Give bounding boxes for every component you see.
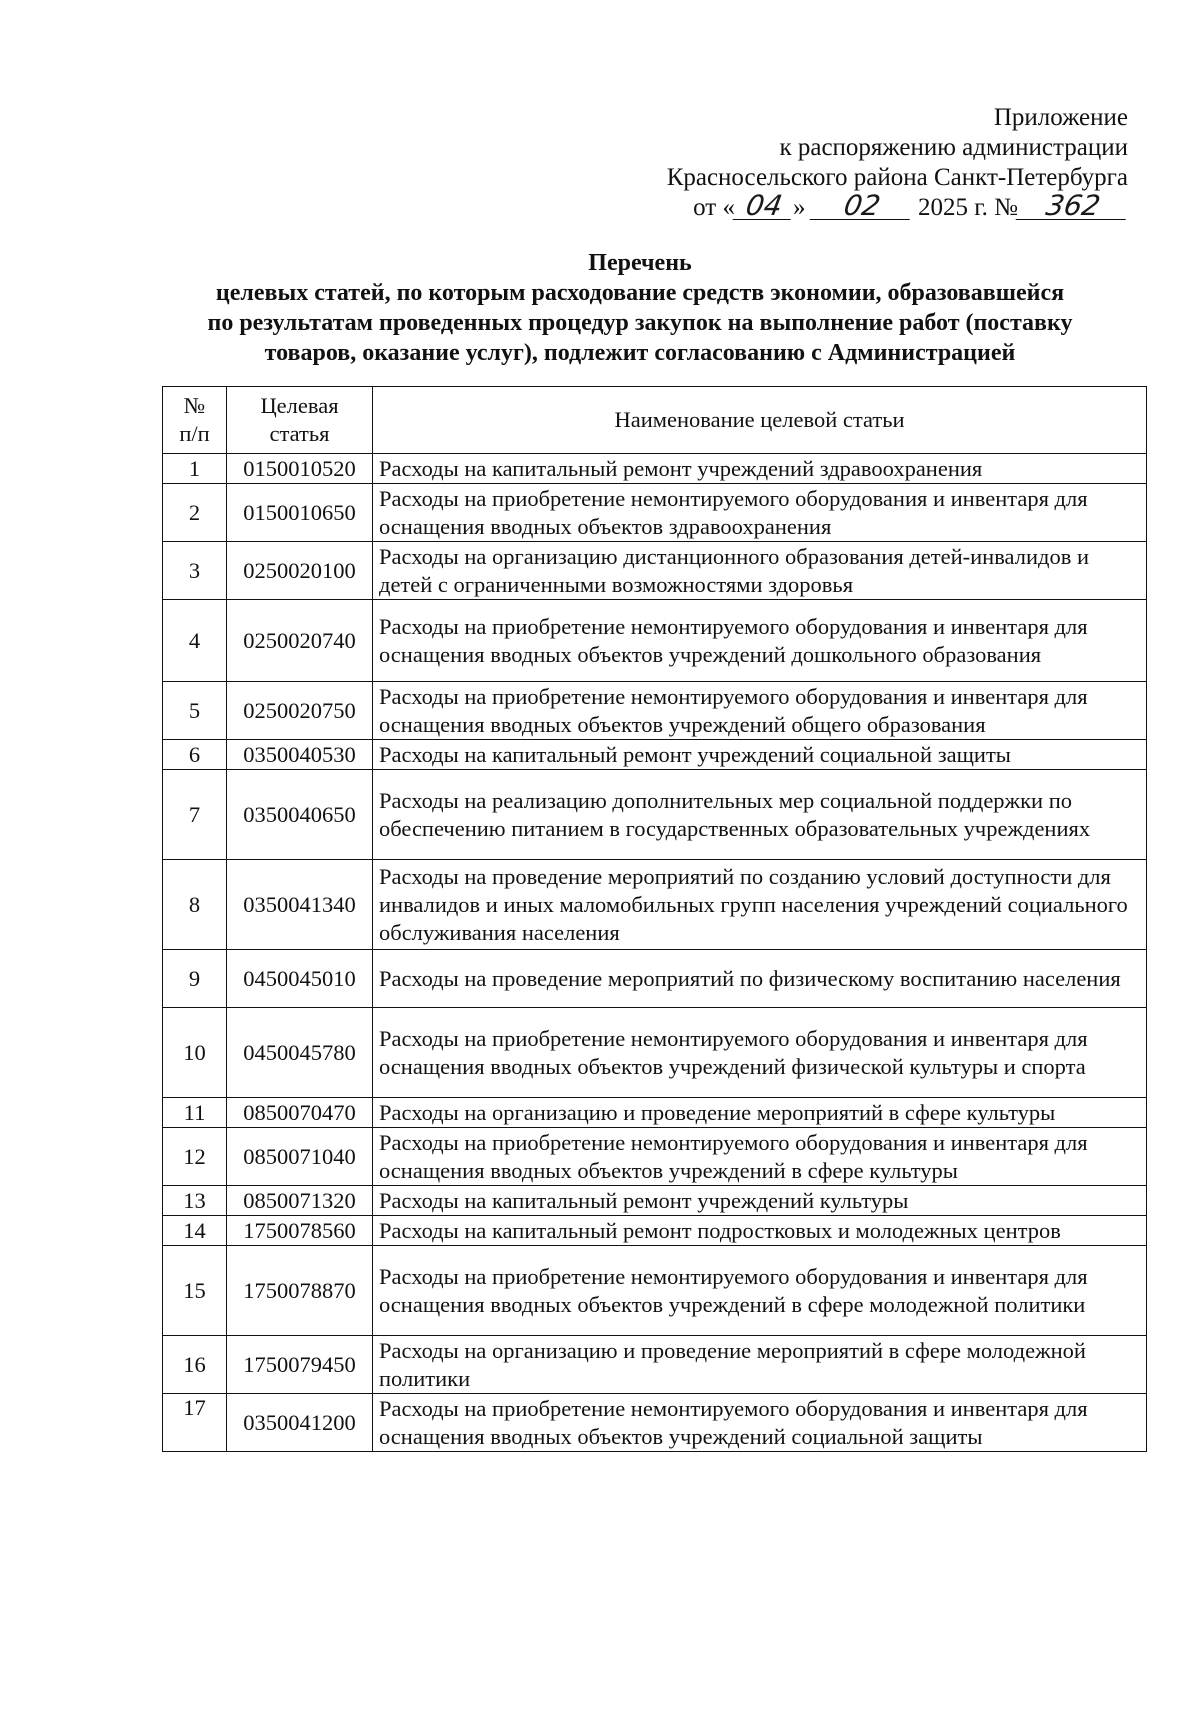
table-row bbox=[163, 600, 1147, 682]
appendix-district: Красносельского района Санкт-Петербурга bbox=[666, 164, 1128, 191]
row-code: 0850070470 bbox=[227, 1098, 373, 1128]
row-name: Расходы на организацию и проведение мероприятий в сфере молодежной политики bbox=[373, 1336, 1147, 1394]
row-code: 0350041340 bbox=[227, 860, 373, 950]
row-name: Расходы на проведение мероприятий по созданию условий доступности для инвалидов и иных маломобильных групп населения учреждений социального обслуживания населения bbox=[373, 860, 1147, 950]
doc-number-handwritten: 362 bbox=[1016, 193, 1131, 220]
row-name: Расходы на проведение мероприятий по физическому воспитанию населения bbox=[373, 950, 1147, 1008]
heading-line-4: товаров, оказание услуг), подлежит согласованию с Администрацией bbox=[264, 340, 1016, 366]
row-number: 9 bbox=[163, 950, 227, 1008]
table-row bbox=[163, 1246, 1147, 1336]
header-code-line1: Целевая bbox=[260, 393, 339, 418]
table-row bbox=[163, 1394, 1147, 1452]
date-prefix: от « bbox=[693, 194, 735, 221]
row-number: 5 bbox=[163, 682, 227, 740]
appendix-date-line bbox=[667, 189, 1128, 223]
row-name: Расходы на приобретение немонтируемого оборудования и инвентаря для оснащения вводных объектов учреждений дошкольного образования bbox=[373, 600, 1147, 682]
table-row bbox=[163, 1336, 1147, 1394]
row-code: 0250020750 bbox=[227, 682, 373, 740]
row-code: 0850071320 bbox=[227, 1186, 373, 1216]
date-year-text: 2025 г. № bbox=[917, 194, 1018, 221]
row-number: 6 bbox=[163, 740, 227, 770]
row-name: Расходы на капитальный ремонт подростковых и молодежных центров bbox=[373, 1216, 1147, 1246]
table-row bbox=[163, 542, 1147, 600]
row-code: 1750078560 bbox=[227, 1216, 373, 1246]
date-month-handwritten: 02 bbox=[809, 193, 914, 220]
row-number: 13 bbox=[163, 1186, 227, 1216]
appendix-order-ref: к распоряжению администрации bbox=[779, 134, 1128, 161]
table-row bbox=[163, 1128, 1147, 1186]
row-code: 0250020740 bbox=[227, 600, 373, 682]
row-name: Расходы на капитальный ремонт учреждений социальной защиты bbox=[373, 740, 1147, 770]
row-code: 0350040650 bbox=[227, 770, 373, 860]
row-code: 0450045780 bbox=[227, 1008, 373, 1098]
table-row bbox=[163, 860, 1147, 950]
row-number: 14 bbox=[163, 1216, 227, 1246]
row-number: 15 bbox=[163, 1246, 227, 1336]
row-number: 1 bbox=[163, 454, 227, 484]
table-row bbox=[163, 950, 1147, 1008]
row-number: 17 bbox=[163, 1394, 227, 1452]
header-num-line2: п/п bbox=[179, 421, 210, 446]
row-name: Расходы на организацию и проведение мероприятий в сфере культуры bbox=[373, 1098, 1147, 1128]
row-name: Расходы на приобретение немонтируемого оборудования и инвентаря для оснащения вводных объектов здравоохранения bbox=[373, 484, 1147, 542]
heading-line-3: по результатам проведенных процедур закупок на выполнение работ (поставку bbox=[207, 310, 1073, 336]
appendix-header bbox=[667, 103, 1128, 223]
row-name: Расходы на реализацию дополнительных мер социальной поддержки по обеспечению питанием в государственных образовательных учреждениях bbox=[373, 770, 1147, 860]
row-code: 0350041200 bbox=[227, 1394, 373, 1452]
row-code: 0350040530 bbox=[227, 740, 373, 770]
heading-title: Перечень bbox=[588, 250, 692, 276]
table-row bbox=[163, 1186, 1147, 1216]
row-code: 0450045010 bbox=[227, 950, 373, 1008]
row-code: 0250020100 bbox=[227, 542, 373, 600]
table-row bbox=[163, 1008, 1147, 1098]
row-name: Расходы на приобретение немонтируемого оборудования и инвентаря для оснащения вводных объектов учреждений физической культуры и спорта bbox=[373, 1008, 1147, 1098]
row-name: Расходы на организацию дистанционного образования детей-инвалидов и детей с ограниченными возможностями здоровья bbox=[373, 542, 1147, 600]
table-row bbox=[163, 682, 1147, 740]
heading-line-2: целевых статей, по которым расходование средств экономии, образовавшейся bbox=[215, 280, 1065, 306]
appendix-title: Приложение bbox=[993, 104, 1128, 131]
table-row bbox=[163, 740, 1147, 770]
document-heading bbox=[160, 248, 1120, 368]
row-name: Расходы на приобретение немонтируемого оборудования и инвентаря для оснащения вводных объектов учреждений в сфере молодежной политики bbox=[373, 1246, 1147, 1336]
row-number: 12 bbox=[163, 1128, 227, 1186]
row-number: 16 bbox=[163, 1336, 227, 1394]
header-code bbox=[227, 387, 373, 454]
row-name: Расходы на приобретение немонтируемого оборудования и инвентаря для оснащения вводных объектов учреждений социальной защиты bbox=[373, 1394, 1147, 1452]
row-number: 11 bbox=[163, 1098, 227, 1128]
table-row bbox=[163, 484, 1147, 542]
table-header-row bbox=[163, 387, 1147, 454]
table-row bbox=[163, 1216, 1147, 1246]
row-name: Расходы на капитальный ремонт учреждений культуры bbox=[373, 1186, 1147, 1216]
table-row bbox=[163, 454, 1147, 484]
header-code-line2: статья bbox=[269, 421, 330, 446]
row-name: Расходы на приобретение немонтируемого оборудования и инвентаря для оснащения вводных объектов учреждений в сфере культуры bbox=[373, 1128, 1147, 1186]
header-name: Наименование целевой статьи bbox=[373, 387, 1147, 454]
table-row bbox=[163, 1098, 1147, 1128]
row-number: 4 bbox=[163, 600, 227, 682]
row-code: 0850071040 bbox=[227, 1128, 373, 1186]
date-mid: » bbox=[792, 194, 806, 221]
header-num bbox=[163, 387, 227, 454]
header-num-line1: № bbox=[183, 393, 206, 418]
row-number: 8 bbox=[163, 860, 227, 950]
date-day-handwritten: 04 bbox=[733, 193, 796, 220]
row-code: 0150010650 bbox=[227, 484, 373, 542]
row-name: Расходы на капитальный ремонт учреждений здравоохранения bbox=[373, 454, 1147, 484]
row-code: 1750078870 bbox=[227, 1246, 373, 1336]
row-number: 10 bbox=[163, 1008, 227, 1098]
row-number: 2 bbox=[163, 484, 227, 542]
row-code: 1750079450 bbox=[227, 1336, 373, 1394]
target-items-table bbox=[162, 386, 1147, 1452]
table-row bbox=[163, 770, 1147, 860]
row-name: Расходы на приобретение немонтируемого оборудования и инвентаря для оснащения вводных объектов учреждений общего образования bbox=[373, 682, 1147, 740]
row-code: 0150010520 bbox=[227, 454, 373, 484]
row-number: 3 bbox=[163, 542, 227, 600]
row-number: 7 bbox=[163, 770, 227, 860]
